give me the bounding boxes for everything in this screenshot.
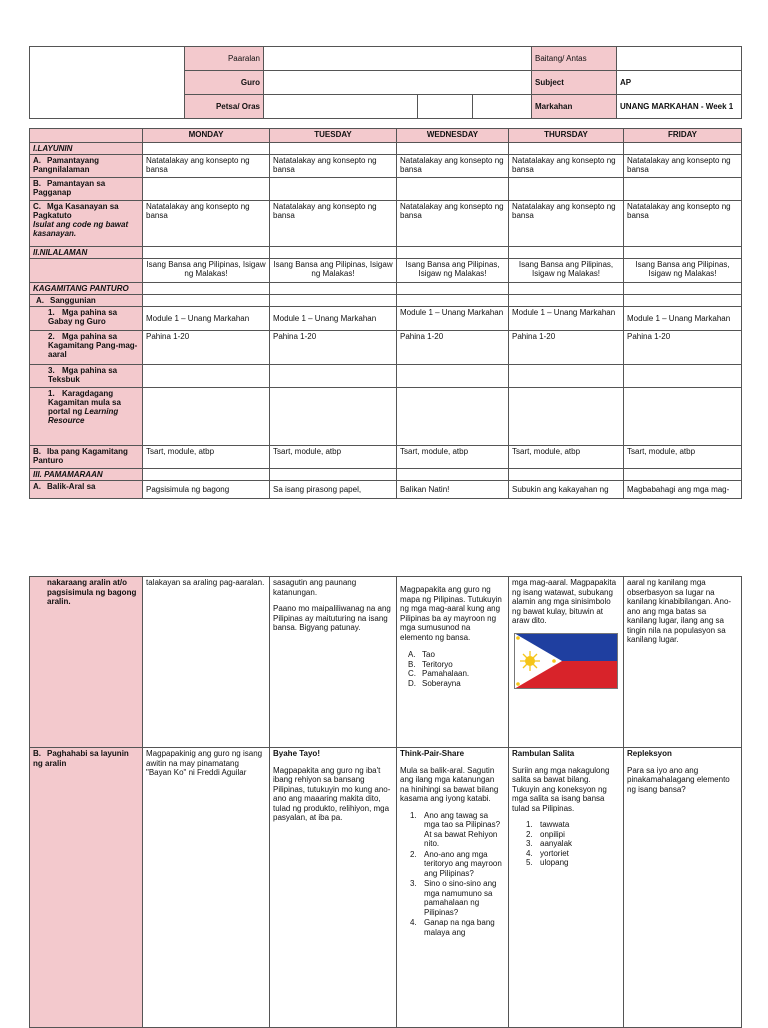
konsepto-wednesday: Natatalakay ang konsepto ng bansa	[397, 155, 509, 178]
list-text: Tao	[422, 650, 435, 659]
empty-cell	[509, 365, 624, 388]
balik-aral-label	[30, 481, 143, 499]
corner-cell	[30, 129, 143, 143]
subject-label: Subject	[532, 71, 617, 95]
lesson-plan-table	[29, 128, 742, 499]
konsepto-tuesday: Natatalakay ang konsepto ng bansa	[270, 155, 397, 178]
subject-value: AP	[617, 71, 742, 95]
elemento-list	[400, 650, 505, 688]
markahan-label: Markahan	[532, 95, 617, 119]
day-tuesday: TUESDAY	[270, 129, 397, 143]
kagamitang-mag-aaral-label	[30, 331, 143, 365]
empty-cell	[143, 469, 270, 481]
layunin-heading: I.LAYUNIN	[30, 143, 143, 155]
module-friday: Module 1 – Unang Markahan	[624, 307, 742, 331]
tsart-friday: Tsart, module, atbp	[624, 446, 742, 469]
list-item	[410, 811, 505, 849]
empty-cell	[143, 143, 270, 155]
cont-wednesday	[397, 577, 509, 748]
activity-text: Para sa iyo ano ang pinakamahalagang elemento ng isang bansa?	[627, 765, 730, 794]
nilalaman-wednesday: Isang Bansa ang Pilipinas, Isigaw ng Malakas!	[397, 259, 509, 283]
header-spacer	[473, 95, 532, 119]
paghahabi-friday	[624, 748, 742, 1028]
empty-cell	[509, 143, 624, 155]
tsart-monday: Tsart, module, atbp	[143, 446, 270, 469]
empty-cell	[624, 143, 742, 155]
empty-cell	[397, 178, 509, 201]
cont-tuesday-question: Paano mo maipaliliwanag na ang Pilipinas ay maituturing na isang bansa. Bigyang patunay.	[273, 604, 391, 632]
nilalaman-heading: II.NILALAMAN	[30, 247, 143, 259]
activity-title: Repleksyon	[627, 749, 672, 758]
list-number: 3.	[410, 879, 417, 888]
list-number: 2.	[526, 829, 533, 839]
list-text: Pamahalaan.	[422, 669, 470, 678]
nilalaman-friday: Isang Bansa ang Pilipinas, Isigaw ng Malakas!	[624, 259, 742, 283]
continuation-table	[29, 576, 742, 1028]
guro-value[interactable]	[264, 71, 532, 95]
row-label: Balik-Aral sa	[47, 482, 96, 491]
row-label: Iba pang Kagamitang Panturo	[33, 447, 128, 465]
empty-cell	[270, 178, 397, 201]
empty-cell	[397, 247, 509, 259]
list-number: 4.	[410, 918, 417, 927]
row-label: Karagdagang Kagamitan mula sa portal ng	[48, 389, 121, 416]
empty-cell	[624, 469, 742, 481]
baitang-value[interactable]	[617, 47, 742, 71]
list-item	[408, 660, 505, 670]
module-wednesday: Module 1 – Unang Markahan	[397, 307, 509, 331]
list-text: yortoriet	[540, 848, 569, 858]
list-number: 5.	[526, 858, 533, 867]
cont-monday: talakayan sa araling pag-aaralan.	[143, 577, 270, 748]
pahina-friday: Pahina 1-20	[624, 331, 742, 365]
empty-cell	[270, 469, 397, 481]
activity-text: Magpapakita ang guro ng iba't ibang rehiyon sa bansang Pilipinas, tutukuyin mo kung ano-ano ang maaaring makita dito, tulad ng produkto, relihiyon, mga pasyalan, at iba pa.	[273, 765, 391, 822]
list-letter: C.	[408, 669, 416, 678]
nilalaman-blank	[30, 259, 143, 283]
day-thursday: THURSDAY	[509, 129, 624, 143]
kasanayan-thursday: Natatalakay ang konsepto ng bansa	[509, 201, 624, 247]
tsart-thursday: Tsart, module, atbp	[509, 446, 624, 469]
empty-cell	[397, 143, 509, 155]
row-label: Sanggunian	[50, 296, 96, 305]
list-text: ulopang	[540, 858, 569, 867]
empty-cell	[509, 469, 624, 481]
row-label: Pamantayang Pangnilalaman	[33, 156, 100, 174]
empty-cell	[397, 388, 509, 446]
cont-thursday	[509, 577, 624, 748]
oras-value[interactable]	[418, 95, 473, 119]
kasanayan-note: Isulat ang code ng bawat kasanayan.	[33, 220, 129, 238]
list-item	[408, 650, 505, 660]
guro-label: Guro	[185, 71, 264, 95]
empty-cell	[624, 365, 742, 388]
empty-cell	[509, 388, 624, 446]
list-text: Sino o sino-sino ang mga namumuno sa pamahalaan ng Pilipinas?	[424, 879, 497, 917]
petsa-value[interactable]	[264, 95, 418, 119]
empty-cell	[270, 365, 397, 388]
header-table	[29, 46, 742, 119]
empty-cell	[143, 247, 270, 259]
balik-wednesday: Balikan Natin!	[397, 481, 509, 499]
konsepto-friday: Natatalakay ang konsepto ng bansa	[624, 155, 742, 178]
row-prefix: A.	[33, 156, 41, 165]
empty-cell	[143, 178, 270, 201]
activity-text: Suriin ang mga nakagulong salita sa bawat bilang. Tukuyin ang koneksyon ng mga salita sa isang bansa tulad sa Pilipinas.	[512, 765, 610, 813]
list-item	[526, 849, 620, 859]
pamantayang-nilalaman-label	[30, 155, 143, 178]
row-prefix: B.	[33, 179, 41, 188]
list-text: aanyalak	[540, 839, 573, 848]
balik-tuesday: Sa isang pirasong papel,	[270, 481, 397, 499]
activity-text: Mula sa balik-aral. Sagutin ang ilang mga katanungan na hinihingi sa bawat bilang kasama ang iyong katabi.	[400, 765, 499, 803]
school-logo-cell	[30, 47, 185, 119]
empty-cell	[143, 283, 270, 295]
rambulan-list	[512, 820, 620, 868]
list-text: Teritoryo	[422, 659, 453, 669]
module-tuesday: Module 1 – Unang Markahan	[270, 307, 397, 331]
empty-cell	[143, 388, 270, 446]
day-friday: FRIDAY	[624, 129, 742, 143]
balik-thursday: Subukin ang kakayahan ng	[509, 481, 624, 499]
pamantayan-pagganap-label	[30, 178, 143, 201]
paaralan-value[interactable]	[264, 47, 532, 71]
list-item	[408, 679, 505, 689]
empty-cell	[509, 178, 624, 201]
row-prefix: 1.	[48, 308, 55, 317]
cont-tuesday	[270, 577, 397, 748]
kasanayan-wednesday: Natatalakay ang konsepto ng bansa	[397, 201, 509, 247]
baitang-label: Baitang/ Antas	[532, 47, 617, 71]
day-monday: MONDAY	[143, 129, 270, 143]
empty-cell	[397, 365, 509, 388]
balik-monday: Pagsisimula ng bagong	[143, 481, 270, 499]
empty-cell	[509, 283, 624, 295]
list-letter: D.	[408, 678, 416, 688]
row-label: Mga pahina sa Kagamitang Pang-mag-aaral	[48, 332, 138, 359]
activity-title: Think-Pair-Share	[400, 749, 465, 758]
row-prefix: C.	[33, 202, 41, 211]
list-item	[526, 858, 620, 868]
philippine-flag-image	[514, 633, 618, 689]
nilalaman-tuesday: Isang Bansa ang Pilipinas, Isigaw ng Malakas!	[270, 259, 397, 283]
balik-friday: Magbabahagi ang mga mag-	[624, 481, 742, 499]
empty-cell	[270, 388, 397, 446]
cont-thursday-text: mga mag-aaral. Magpapakita ng isang watawat, subukang alamin ang mga sinisimbolo ng bawat kulay, bituwin at araw dito.	[512, 578, 617, 625]
pahina-wednesday: Pahina 1-20	[397, 331, 509, 365]
paghahabi-wednesday	[397, 748, 509, 1028]
row-prefix: B.	[33, 447, 41, 456]
list-item	[410, 918, 505, 937]
list-item	[526, 839, 620, 849]
row-label: Mga pahina sa Gabay ng Guro	[48, 308, 118, 326]
cont-tuesday-text: sasagutin ang paunang katanungan.	[273, 578, 357, 597]
kasanayan-tuesday: Natatalakay ang konsepto ng bansa	[270, 201, 397, 247]
sanggunian-label: A. Sanggunian	[30, 295, 143, 307]
list-text: Ano ang tawag sa mga tao sa Pilipinas? At sa bawat Rehiyon nito.	[424, 810, 501, 848]
cont-friday: aaral ng kanilang mga obserbasyon sa lugar na kanilang kinabibilangan. Ano-ano ang mga batas sa kanilang lugar, ilang ang sa tingin nila na populasyon sa kanilang lugar.	[624, 577, 742, 748]
list-number: 2.	[410, 849, 417, 859]
list-letter: B.	[408, 659, 416, 669]
row-label: Mga pahina sa Teksbuk	[48, 366, 118, 384]
empty-cell	[624, 295, 742, 307]
kasanayan-monday: Natatalakay ang konsepto ng bansa	[143, 201, 270, 247]
tsart-tuesday: Tsart, module, atbp	[270, 446, 397, 469]
row-prefix: 3.	[48, 366, 55, 375]
petsa-label: Petsa/ Oras	[185, 95, 264, 119]
empty-cell	[509, 295, 624, 307]
empty-cell	[270, 143, 397, 155]
list-text: onpilipi	[540, 829, 565, 839]
list-number: 1.	[410, 810, 417, 820]
kagamitang-heading: KAGAMITANG PANTURO	[30, 283, 143, 295]
pamamaraan-heading: III. PAMAMARAAN	[30, 469, 143, 481]
activity-title: Byahe Tayo!	[273, 749, 320, 758]
teksbuk-label	[30, 365, 143, 388]
iba-pang-kagamitan-label	[30, 446, 143, 469]
list-text: Ano-ano ang mga teritoryo ang mayroon ang Pilipinas?	[424, 849, 502, 878]
nilalaman-monday: Isang Bansa ang Pilipinas, Isigaw ng Malakas!	[143, 259, 270, 283]
list-item	[526, 830, 620, 840]
empty-cell	[624, 178, 742, 201]
row-prefix: A.	[33, 482, 41, 491]
paghahabi-tuesday	[270, 748, 397, 1028]
karagdagang-kagamitan-label	[30, 388, 143, 446]
list-number: 3.	[526, 839, 533, 848]
empty-cell	[624, 283, 742, 295]
gabay-guro-label	[30, 307, 143, 331]
empty-cell	[397, 469, 509, 481]
module-thursday: Module 1 – Unang Markahan	[509, 307, 624, 331]
nilalaman-thursday: Isang Bansa ang Pilipinas, Isigaw ng Malakas!	[509, 259, 624, 283]
list-item	[526, 820, 620, 830]
list-letter: A.	[408, 650, 416, 659]
activity-title: Rambulan Salita	[512, 749, 575, 758]
empty-cell	[624, 388, 742, 446]
paghahabi-monday: Magpapakinig ang guro ng isang awitin na may pinamatang "Bayan Ko" ni Freddi Aguilar	[143, 748, 270, 1028]
row-label: Pamantayan sa Pagganap	[33, 179, 106, 197]
empty-cell	[509, 247, 624, 259]
list-item	[410, 879, 505, 917]
empty-cell	[270, 283, 397, 295]
empty-cell	[397, 295, 509, 307]
kasanayan-friday: Natatalakay ang konsepto ng bansa	[624, 201, 742, 247]
konsepto-monday: Natatalakay ang konsepto ng bansa	[143, 155, 270, 178]
pahina-tuesday: Pahina 1-20	[270, 331, 397, 365]
paaralan-label: Paaralan	[185, 47, 264, 71]
list-text: Soberayna	[422, 678, 461, 688]
empty-cell	[624, 247, 742, 259]
kasanayan-label	[30, 201, 143, 247]
paghahabi-thursday	[509, 748, 624, 1028]
markahan-value: UNANG MARKAHAN - Week 1	[617, 95, 742, 119]
empty-cell	[143, 365, 270, 388]
module-monday: Module 1 – Unang Markahan	[143, 307, 270, 331]
row-label: Mga Kasanayan sa Pagkatuto	[33, 202, 119, 220]
row-label: Paghahabi sa layunin ng aralin	[33, 749, 129, 768]
empty-cell	[270, 295, 397, 307]
row-label-italic: Learning Resource	[48, 407, 119, 425]
pahina-monday: Pahina 1-20	[143, 331, 270, 365]
balik-aral-continued-label: nakaraang aralin at/o pagsisimula ng bagong aralin.	[30, 577, 143, 748]
cont-wednesday-text: Magpapakita ang guro ng mapa ng Pilipinas. Tutukuyin ng mga mag-aaral kung ang Pilipinas ba ay mayroon ng mga sumusunod na elemento ng bansa.	[400, 585, 502, 642]
row-prefix: 1.	[48, 389, 55, 398]
tsart-wednesday: Tsart, module, atbp	[397, 446, 509, 469]
list-text: tawwata	[540, 820, 570, 829]
list-item	[410, 850, 505, 879]
list-number: 1.	[526, 820, 533, 829]
list-item	[408, 669, 505, 679]
row-prefix: 2.	[48, 332, 55, 341]
empty-cell	[397, 283, 509, 295]
pahina-thursday: Pahina 1-20	[509, 331, 624, 365]
list-number: 4.	[526, 848, 533, 858]
row-prefix: B.	[33, 749, 41, 758]
konsepto-thursday: Natatalakay ang konsepto ng bansa	[509, 155, 624, 178]
list-text: Ganap na nga bang malaya ang	[424, 918, 495, 937]
think-pair-share-list	[400, 811, 505, 938]
day-wednesday: WEDNESDAY	[397, 129, 509, 143]
paghahabi-label	[30, 748, 143, 1028]
empty-cell	[270, 247, 397, 259]
empty-cell	[143, 295, 270, 307]
